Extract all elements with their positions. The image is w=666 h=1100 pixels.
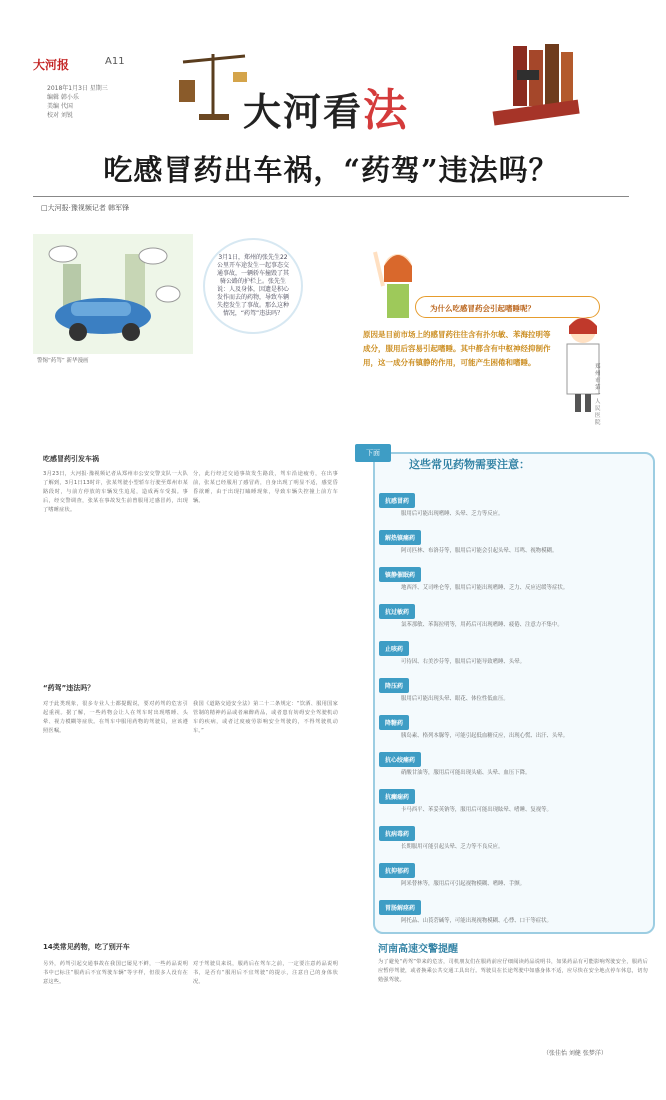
drug-item	[377, 673, 647, 704]
drug-desc: 卡马西平、苯妥英钠等，服用后可能出现眩晕、嗜睡、复视等。	[401, 807, 552, 813]
drug-item	[377, 747, 647, 778]
drug-name: 抗抑郁药	[379, 863, 415, 878]
drug-name: 镇静催眠药	[379, 567, 421, 582]
panel-tab: 下面	[355, 444, 391, 462]
masthead-logo: 大河报	[33, 58, 70, 72]
edition-meta	[47, 84, 108, 120]
drug-item	[377, 821, 647, 852]
byline: □大河报·豫视频记者 韩军锋	[41, 204, 130, 212]
drug-name: 胃肠解痉药	[379, 900, 421, 915]
drug-name: 抗心绞痛药	[379, 752, 421, 767]
drug-desc: 地西泮、艾司唑仑等，服用后可能出现嗜睡、乏力、反应迟缓等症状。	[401, 585, 569, 591]
drug-desc: 服用后可能出现嗜睡、头晕、乏力等反应。	[401, 511, 504, 517]
drug-desc: 阿司匹林、布洛芬等，服用后可能会引起头晕、耳鸣、视物模糊。	[401, 548, 558, 554]
drug-item	[377, 636, 647, 667]
section2-title: “药驾”违法吗？	[43, 684, 95, 692]
page-number: A11	[105, 56, 125, 67]
drug-item	[377, 710, 647, 741]
section1-title: 吃感冒药引发车祸	[43, 455, 99, 463]
meta-line: 2018年1月3日 星期三	[47, 85, 108, 92]
drug-item	[377, 525, 647, 556]
girl-character-icon	[373, 238, 423, 328]
drug-desc: 服用后可能出现头晕、眼花、体位性低血压。	[401, 696, 509, 702]
drug-desc: 阿托品、山莨菪碱等，可能出现视物模糊、心悸、口干等症状。	[401, 918, 552, 924]
drug-name: 抗癫痫药	[379, 789, 415, 804]
section3-title: 14类常见药物，吃了别开车	[43, 943, 130, 951]
drug-name: 降压药	[379, 678, 409, 693]
drug-desc: 胰岛素、格列本脲等，可能引起低血糖反应，出现心慌、出汗、头晕。	[401, 733, 569, 739]
credit: （张佳怡 刘健 张梦洋）	[543, 1050, 607, 1057]
drug-item	[377, 784, 647, 815]
drug-name: 解热镇痛药	[379, 530, 421, 545]
column-title-accent: 法	[363, 85, 410, 136]
panel-title: 这些常见药物需要注意：	[409, 458, 530, 471]
doctor-caption: 郑州市第一人民医院	[595, 364, 601, 426]
drug-desc: 硝酸甘油等，服用后可能出现头痛、头晕、血压下降。	[401, 770, 531, 776]
drug-item	[377, 599, 647, 630]
drug-desc: 阿米替林等，服用后可引起视物模糊、嗜睡、手颤。	[401, 881, 525, 887]
drug-item	[377, 488, 647, 519]
drug-desc: 氯苯那敏、苯海拉明等，用药后可出现嗜睡、疲倦、注意力不集中。	[401, 622, 563, 628]
answer-text: 原因是目前市场上的感冒药往往含有扑尔敏、苯海拉明等成分，服用后容易引起嗜睡。其中都含有中枢神经抑制作用，这一成分有镇静的作用，可能产生困倦和嗜睡。	[363, 330, 551, 367]
drug-name: 止咳药	[379, 641, 409, 656]
section3-col2: 对于驾驶员来说，服药后在驾车之前，一定要注意药品说明书，是否有“服用后不宜驾驶”的提示，注意自己的身体状况。	[193, 961, 338, 985]
tip-title: 河南高速交警提醒	[378, 944, 458, 955]
drug-desc: 长期服用可能引起头晕、乏力等不良反应。	[401, 844, 504, 850]
tip-text: 为了避免“药驾”带来的危害，司机朋友们在服药前应仔细阅读药品说明书，如果药品有可能影响驾驶安全，服药后应暂停驾驶，或者换乘公共交通工具出行。驾驶员在长途驾驶中如感身体不适，应尽快在安全地点停车休息，切勿勉强驾驶。	[378, 959, 648, 983]
meta-line: 美编 代国	[47, 103, 73, 110]
drug-name: 抗过敏药	[379, 604, 415, 619]
meta-line: 编辑 韩小乐	[47, 94, 79, 101]
books-gavel-icon	[473, 40, 583, 130]
intro-bubble: 3月1日，郑州的张先生22公里开车途发生一起事态交通事故，一辆轿车撞毁了其骑公路的护栏上。张先生说：人及身体，因遗是积心发作而去的药物，导致车辆失控发生了事故。那么这种情况，“药驾”违法吗？	[203, 238, 303, 334]
section1-col2: 分，此行经过交通事故发生路段，驾车沿途疲劳，在出事前，张某已经服用了感冒药，自身出现了明显不适，感觉昏昏欲睡，由于出现打瞌睡现象，导致车辆失控撞上前方车辆。	[193, 471, 338, 504]
drug-desc: 可待因、右美沙芬等，服用后可能导致嗜睡、头晕。	[401, 659, 525, 665]
section2-col1: 对于此类现象，很多专业人士都提醒说，要对药驾的危害引起重视。据了解，一些药物会让人在驾车时出现嗜睡、头晕、视力模糊等症状。在驾车中服用药物的驾驶员，应该遵照医嘱。	[43, 701, 188, 734]
drug-item	[377, 858, 647, 889]
illustration-caption: 警惕“药驾” 新华漫画	[37, 358, 89, 364]
question-bubble: 为什么吃感冒药会引起嗜睡呢？	[415, 296, 600, 318]
drug-item	[377, 895, 647, 926]
newspaper-page	[33, 38, 648, 1057]
section1-col1: 3月23日，大河报·豫视频记者从郑州市公安交警支队一大队了解到，3月1日13时许，张某驾驶小型轿车行驶至郑州市某路段时，与前方停放的车辆发生追尾，造成两车受损。事后，经交警调查，张某在事故发生前曾服用过感冒药，出现了嗜睡症状。	[43, 471, 188, 513]
scales-icon	[173, 44, 253, 124]
drug-name: 降糖药	[379, 715, 409, 730]
headline: 吃感冒药出车祸，“药驾”违法吗？	[103, 153, 559, 187]
column-title	[243, 74, 409, 138]
headline-divider	[33, 196, 629, 197]
section2-col2: 我国《道路交通安全法》第二十二条规定：“饮酒、服用国家管制的精神药品或者麻醉药品，或者患有妨碍安全驾驶机动车的疾病，或者过度疲劳影响安全驾驶的，不得驾驶机动车。”	[193, 701, 338, 734]
cartoon-illustration	[33, 234, 193, 354]
drug-name: 抗感冒药	[379, 493, 415, 508]
column-title-main: 大河看	[243, 89, 364, 134]
drug-item	[377, 562, 647, 593]
drug-name: 抗病毒药	[379, 826, 415, 841]
meta-line: 校对 刘锐	[47, 112, 73, 119]
section3-col1: 另外，药驾引起交通事故在我国已屡见不鲜，一些药品说明书中已标注“服药后不宜驾驶车辆”等字样，但很多人没有在意这些。	[43, 961, 188, 985]
